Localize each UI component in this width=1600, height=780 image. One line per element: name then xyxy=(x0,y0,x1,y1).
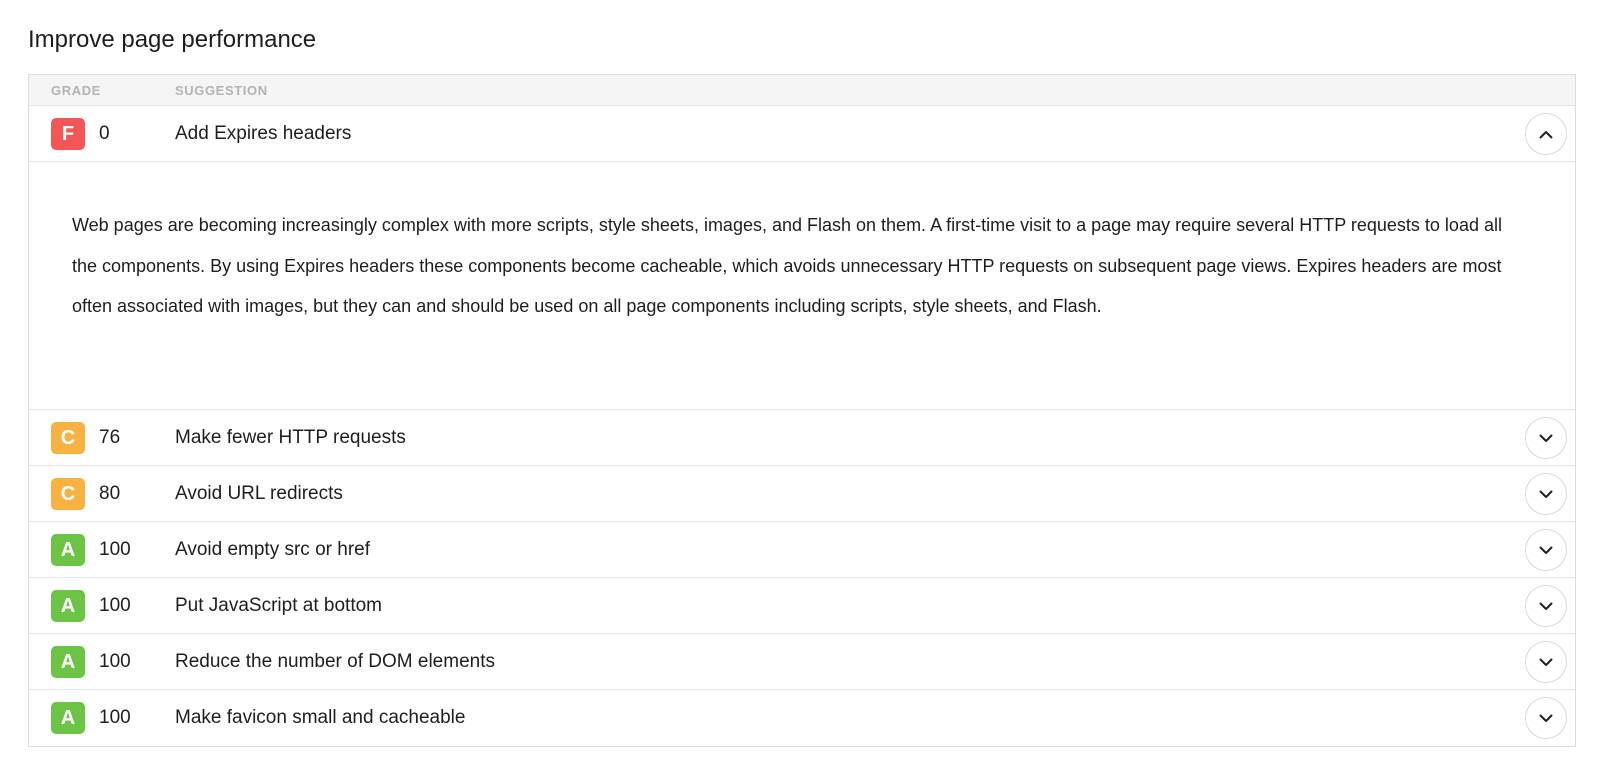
expand-button[interactable] xyxy=(1525,585,1567,627)
grade-score: 100 xyxy=(99,651,131,672)
suggestion-label: Put JavaScript at bottom xyxy=(175,595,382,616)
expand-button[interactable] xyxy=(1525,641,1567,683)
chevron-up-icon xyxy=(1539,130,1553,139)
suggestion-label: Make fewer HTTP requests xyxy=(175,427,406,448)
table-row[interactable] xyxy=(29,578,1575,634)
suggestion-column-header: SUGGESTION xyxy=(175,83,268,98)
table-row[interactable] xyxy=(29,466,1575,522)
expand-button[interactable] xyxy=(1525,697,1567,739)
grade-badge: C xyxy=(51,478,85,510)
grade-badge: A xyxy=(51,534,85,566)
grade-badge: C xyxy=(51,422,85,454)
table-row[interactable] xyxy=(29,106,1575,162)
page-title: Improve page performance xyxy=(28,26,317,53)
grade-badge: F xyxy=(51,118,85,150)
suggestion-label: Reduce the number of DOM elements xyxy=(175,651,495,672)
table-row[interactable] xyxy=(29,634,1575,690)
expanded-detail-panel xyxy=(29,162,1575,410)
suggestion-label: Avoid empty src or href xyxy=(175,539,371,560)
suggestion-label: Make favicon small and cacheable xyxy=(175,707,466,728)
suggestions-table xyxy=(28,74,1576,747)
grade-score: 100 xyxy=(99,595,131,616)
expand-button[interactable] xyxy=(1525,417,1567,459)
expand-button[interactable] xyxy=(1525,473,1567,515)
grade-score: 100 xyxy=(99,707,131,728)
grade-score: 76 xyxy=(99,427,121,448)
collapse-button[interactable] xyxy=(1525,113,1567,155)
grade-score: 80 xyxy=(99,483,121,504)
chevron-down-icon xyxy=(1539,434,1553,443)
suggestion-description: Web pages are becoming increasingly complex with more scripts, style sheets, images, and Flash on them. A first-time visit to a page may require several HTTP requests to load all the components. By using Expires headers these components become cacheable, which avoids unnecessary HTTP requests on subsequent page views. Expires headers are most often associated with images, but they can and should be used on all page components including scripts, style sheets, and Flash. xyxy=(72,215,1502,316)
grade-score: 0 xyxy=(99,123,110,144)
table-row[interactable] xyxy=(29,690,1575,746)
suggestion-label: Add Expires headers xyxy=(175,123,352,144)
table-row[interactable] xyxy=(29,410,1575,466)
suggestion-label: Avoid URL redirects xyxy=(175,483,343,504)
chevron-down-icon xyxy=(1539,546,1553,555)
chevron-down-icon xyxy=(1539,490,1553,499)
grade-badge: A xyxy=(51,646,85,678)
expand-button[interactable] xyxy=(1525,529,1567,571)
grade-score: 100 xyxy=(99,539,131,560)
grade-badge: A xyxy=(51,590,85,622)
chevron-down-icon xyxy=(1539,602,1553,611)
table-header xyxy=(29,75,1575,106)
table-row[interactable] xyxy=(29,522,1575,578)
grade-badge: A xyxy=(51,702,85,734)
chevron-down-icon xyxy=(1539,658,1553,667)
chevron-down-icon xyxy=(1539,714,1553,723)
grade-column-header: GRADE xyxy=(51,83,101,98)
